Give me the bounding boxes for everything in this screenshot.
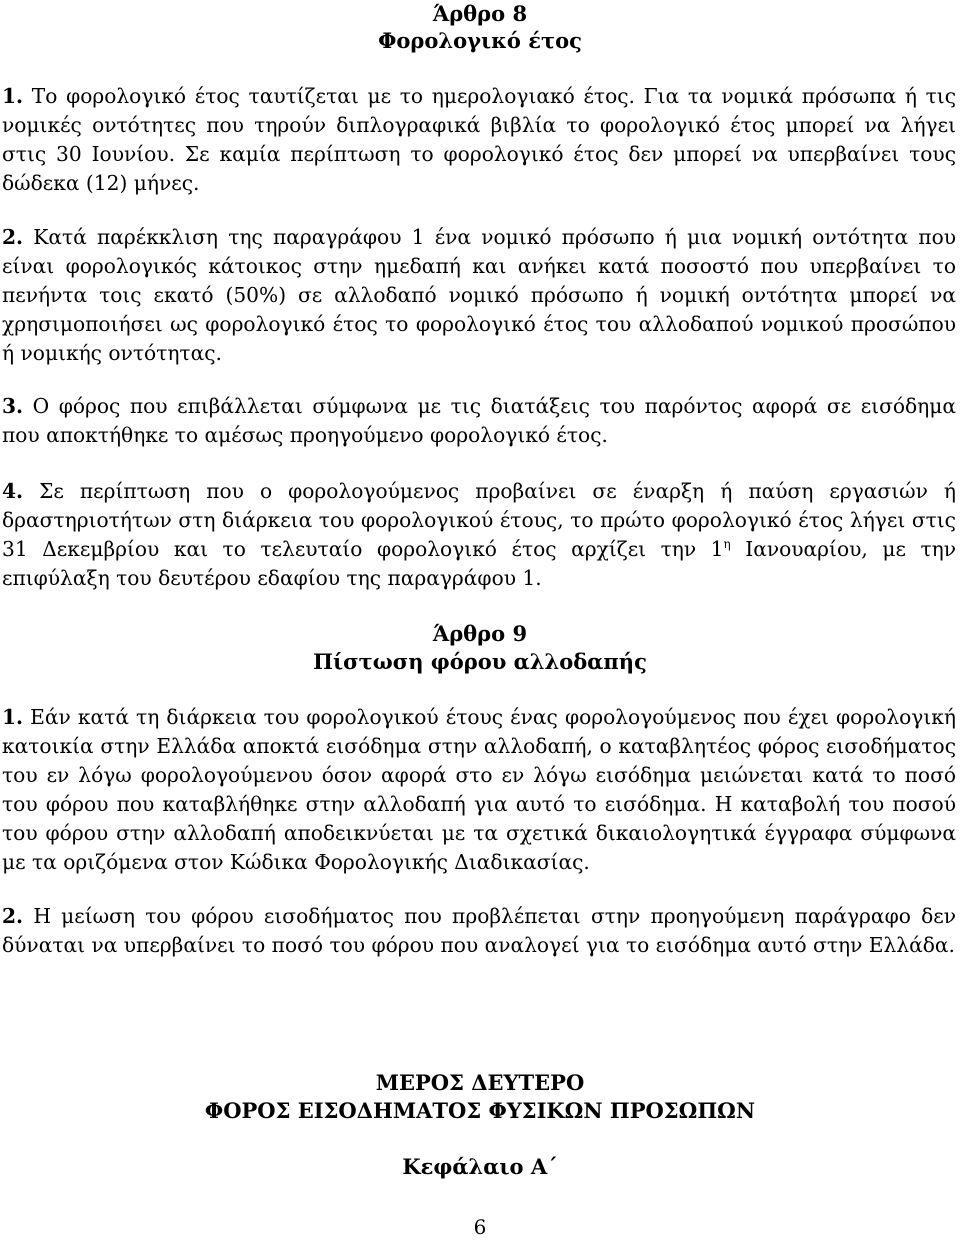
article-8-title: Άρθρο 8 <box>432 1 528 26</box>
paragraph-number: 4. <box>2 479 24 503</box>
paragraph-number: 3. <box>2 394 24 418</box>
paragraph-text: Το φορολογικό έτος ταυτίζεται με το ημερολογιακό έτος. Για τα νομικά πρόσωπα ή τις νομικές οντότητες που τηρούν διπλογραφικά βιβλία το φορολογικό έτος μπορεί να λήγει στις 30 Ιουνίου. Σε καμία περίπτωση το φορολογικό έτος δεν μπορεί να υπερβαίνει τους δώδεκα (12) μήνες. <box>2 84 956 195</box>
page-number: 6 <box>473 1215 487 1239</box>
paragraph-text: Εάν κατά τη διάρκεια του φορολογικού έτους ένας φορολογούμενος που έχει φορολογική κατοικία στην Ελλάδα αποκτά εισόδημα στην αλλοδαπή, ο καταβλητέος φόρος εισοδήματος του εν λόγω φορολογούμενου όσον αφορά στο εν λόγω εισόδημα μειώνεται κατά το ποσό του φόρου που καταβλήθηκε στην αλλοδαπή για αυτό το εισόδημα. Η καταβολή του ποσού του φόρου στην αλλοδαπή αποδεικνύεται με τα σχετικά δικαιολογητικά έγγραφα σύμφωνα με τα οριζόμενα στον Κώδικα Φορολογικής Διαδικασίας. <box>2 705 956 874</box>
paragraph-number: 2. <box>2 225 24 249</box>
paragraph-number: 2. <box>2 904 24 928</box>
paragraph-number: 1. <box>2 84 24 108</box>
article-8-paragraph-1 <box>2 82 956 198</box>
article-9-subtitle: Πίστωση φόρου αλλοδαπής <box>313 649 647 674</box>
article-9-paragraph-1 <box>2 703 956 877</box>
paragraph-text: Κατά παρέκκλιση της παραγράφου 1 ένα νομικό πρόσωπο ή μια νομική οντότητα που είναι φορολογικός κάτοικος στην ημεδαπή και ανήκει κατά ποσοστό που υπερβαίνει το πενήντα τοις εκατό (50%) σε αλλοδαπό νομικό πρόσωπο ή νομική οντότητα μπορεί να χρησιμοποιήσει ως φορολογικό έτος το φορολογικό έτος του αλλοδαπού νομικού προσώπου ή νομικής οντότητας. <box>2 225 956 365</box>
article-9-title: Άρθρο 9 <box>432 621 528 646</box>
paragraph-text: Η μείωση του φόρου εισοδήματος που προβλέπεται στην προηγούμενη παράγραφο δεν δύναται να υπερβαίνει το ποσό του φόρου που αναλογεί για το εισόδημα αυτό στην Ελλάδα. <box>2 904 956 957</box>
article-8-paragraph-3 <box>2 392 956 450</box>
ordinal-superscript: η <box>723 537 731 551</box>
paragraph-text-continued: Ιανουαρίου, με την επιφύλαξη του δευτέρου εδαφίου της παραγράφου 1. <box>2 537 956 590</box>
paragraph-text: Σε περίπτωση που ο φορολογούμενος προβαίνει σε έναρξη ή παύση εργασιών ή δραστηριοτήτων στη διάρκεια του φορολογικού έτους, το πρώτο φορολογικό έτος λήγει στις 31 Δεκεμβρίου και το τελευταίο φορολογικό έτος αρχίζει την 1 <box>2 479 956 561</box>
part-two-title: ΜΕΡΟΣ ΔΕΥΤΕΡΟ <box>375 1070 585 1095</box>
article-8-paragraph-2 <box>2 223 956 368</box>
paragraph-number: 1. <box>2 705 24 729</box>
article-8-paragraph-4 <box>2 477 956 593</box>
article-8-subtitle: Φορολογικό έτος <box>378 28 582 53</box>
chapter-a-title: Κεφάλαιο Α΄ <box>402 1154 558 1179</box>
article-9-paragraph-2 <box>2 902 956 960</box>
part-two-subtitle: ΦΟΡΟΣ ΕΙΣΟΔΗΜΑΤΟΣ ΦΥΣΙΚΩΝ ΠΡΟΣΩΠΩΝ <box>204 1098 756 1123</box>
paragraph-text: Ο φόρος που επιβάλλεται σύμφωνα με τις διατάξεις του παρόντος αφορά σε εισόδημα που αποκτήθηκε το αμέσως προηγούμενο φορολογικό έτος. <box>2 394 957 447</box>
